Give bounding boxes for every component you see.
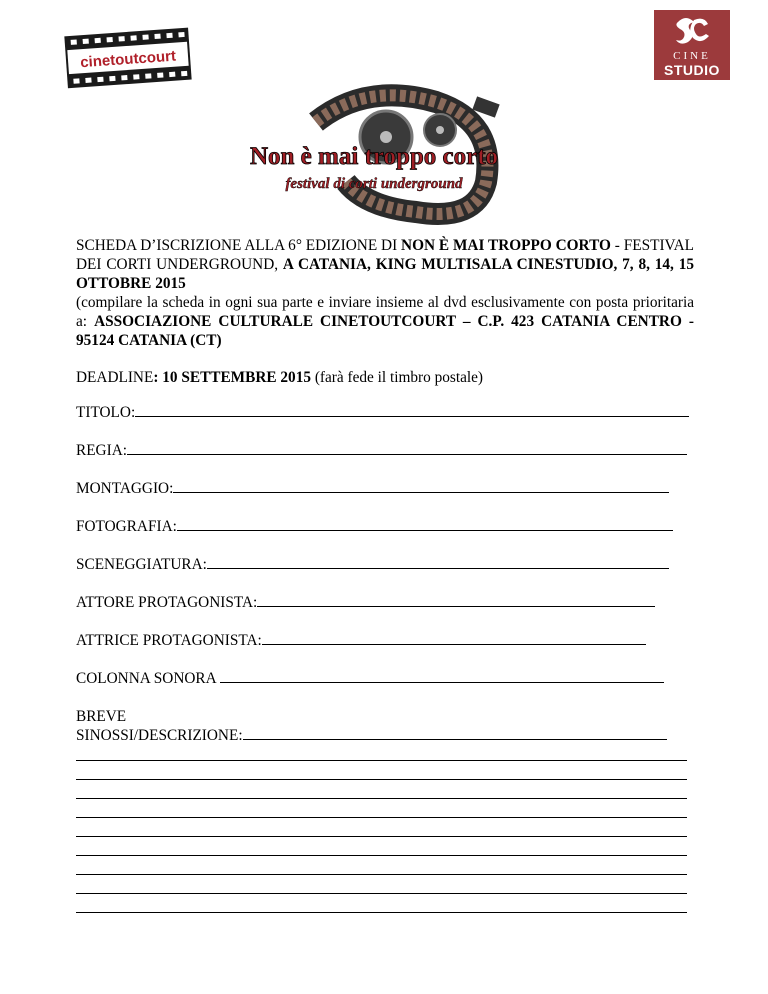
cinestudio-emblem-icon (654, 10, 730, 50)
titolo-input-line[interactable] (135, 403, 689, 417)
description-line[interactable] (76, 779, 687, 780)
sceneggiatura-input-line[interactable] (207, 555, 669, 569)
deadline-line: DEADLINE: 10 SETTEMBRE 2015 (farà fede il timbro postale) (76, 369, 484, 386)
field-sceneggiatura[interactable]: SCENEGGIATURA: (76, 555, 669, 574)
field-colonna-sonora[interactable]: COLONNA SONORA (76, 669, 664, 688)
intro-block (76, 236, 694, 350)
description-line[interactable] (76, 855, 687, 856)
montaggio-input-line[interactable] (173, 479, 669, 493)
regia-input-line[interactable] (127, 441, 687, 455)
field-sinossi[interactable]: SINOSSI/DESCRIZIONE: (76, 726, 667, 745)
field-titolo[interactable]: TITOLO: (76, 403, 689, 422)
description-line[interactable] (76, 760, 687, 761)
description-line[interactable] (76, 836, 687, 837)
field-attore[interactable]: ATTORE PROTAGONISTA: (76, 593, 655, 612)
festival-logo (246, 82, 530, 230)
field-breve-label: BREVE (76, 708, 127, 725)
description-line[interactable] (76, 874, 687, 875)
colonna-sonora-input-line[interactable] (220, 669, 664, 683)
attore-input-line[interactable] (257, 593, 655, 607)
intro-note: (compilare la scheda in ogni sua parte e inviare insieme al dvd esclusivamente con posta prioritaria a: ASSOCIAZIONE CULTURALE CINETOUTCOURT – C.P. 423 CATANIA CENTRO - 95124 CATANIA (CT) (76, 294, 694, 349)
cinestudio-logo (654, 10, 730, 80)
svg-text:festival di corti underground: festival di corti underground (285, 176, 463, 192)
cinetoutcourt-logo (62, 22, 192, 94)
attrice-input-line[interactable] (262, 631, 646, 645)
field-attrice[interactable]: ATTRICE PROTAGONISTA: (76, 631, 646, 650)
studio-text: STUDIO (664, 62, 720, 78)
field-montaggio[interactable]: MONTAGGIO: (76, 479, 669, 498)
description-line[interactable] (76, 817, 687, 818)
description-line[interactable] (76, 912, 687, 913)
svg-text:Non è mai troppo corto: Non è mai troppo corto (249, 143, 499, 170)
svg-text:cinetoutcourt: cinetoutcourt (79, 47, 177, 72)
sinossi-input-line[interactable] (243, 726, 667, 740)
field-fotografia[interactable]: FOTOGRAFIA: (76, 517, 673, 536)
intro-paragraph: SCHEDA D’ISCRIZIONE ALLA 6° EDIZIONE DI NON È MAI TROPPO CORTO - FESTIVAL DEI CORTI UNDERGROUND, A CATANIA, KING MULTISALA CINESTUDIO, 7, 8, 14, 15 OTTOBRE 2015 (76, 237, 694, 292)
field-regia[interactable]: REGIA: (76, 441, 687, 460)
description-line[interactable] (76, 798, 687, 799)
fotografia-input-line[interactable] (177, 517, 673, 531)
description-line[interactable] (76, 893, 687, 894)
cine-text: CINE (673, 50, 711, 62)
